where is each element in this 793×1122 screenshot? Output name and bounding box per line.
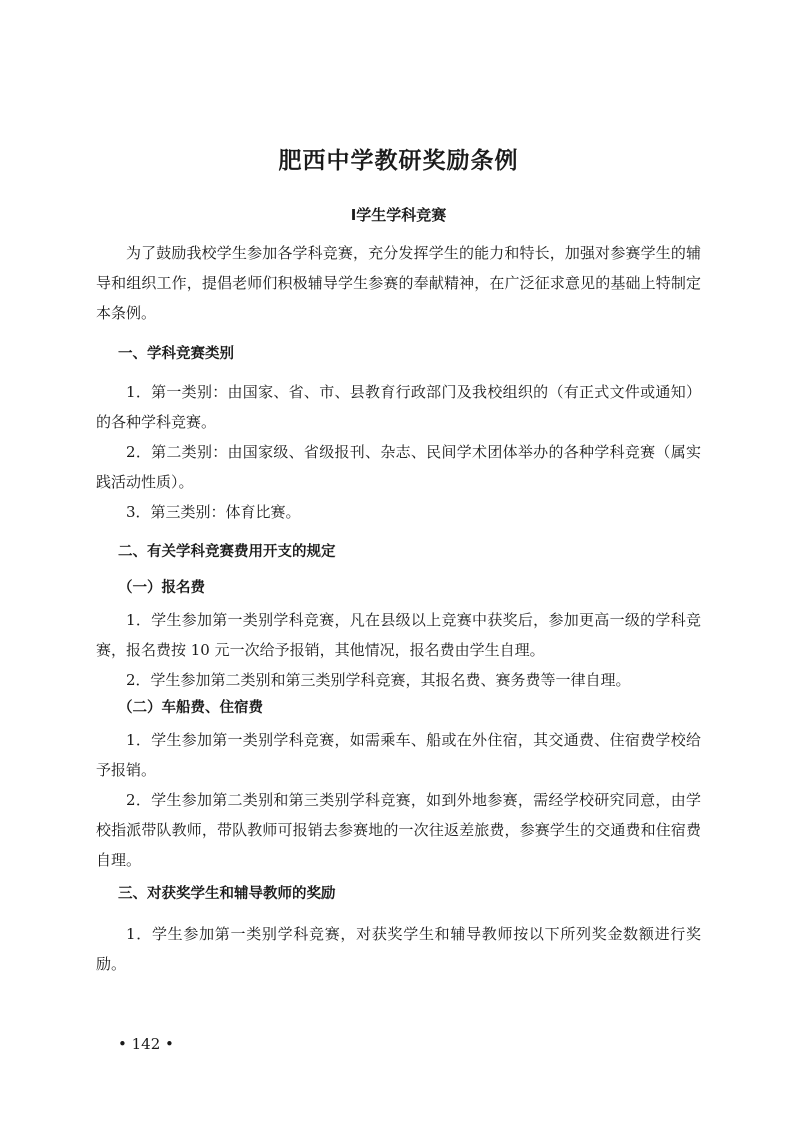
registration-fee-2-paragraph: 2．学生参加第二类别和第三类别学科竞赛，其报名费、赛务费等一律自理。 (126, 671, 631, 689)
heading-competition-categories: 一、学科竞赛类别 (118, 346, 234, 362)
heading-expense-rules: 二、有关学科竞赛费用开支的规定 (118, 544, 336, 560)
intro-paragraph: 为了鼓励我校学生参加各学科竞赛，充分发挥学生的能力和特长，加强对参赛学生的辅导和组织工作，提倡老师们积极辅导学生参赛的奉献精神，在广泛征求意见的基础上特制定本条例。 (96, 244, 701, 322)
travel-lodging-1-paragraph: 1．学生参加第一类别学科竞赛，如需乘车、船或在外住宿，其交通费、住宿费学校给予报销。 (96, 731, 701, 779)
reward-1-paragraph: 1．学生参加第一类别学科竞赛，对获奖学生和辅导教师按以下所列奖金数额进行奖励。 (96, 925, 701, 973)
section-title: Ⅰ学生学科竞赛 (350, 206, 447, 224)
page-number: • 142 • (118, 1035, 174, 1053)
document-title: 肥西中学教研奖励条例 (278, 148, 519, 174)
subheading-registration-fee: （一）报名费 (118, 580, 205, 596)
category-1-paragraph: 1．第一类别：由国家、省、市、县教育行政部门及我校组织的（有正式文件或通知）的各种学科竞赛。 (96, 383, 701, 431)
registration-fee-1-paragraph: 1．学生参加第一类别学科竞赛，凡在县级以上竞赛中获奖后，参加更高一级的学科竞赛，报名费按 10 元一次给予报销，其他情况，报名费由学生自理。 (96, 611, 701, 659)
heading-rewards: 三、对获奖学生和辅导教师的奖励 (118, 886, 336, 902)
category-3-paragraph: 3．第三类别：体育比赛。 (126, 503, 301, 521)
category-2-paragraph: 2．第二类别：由国家级、省级报刊、杂志、民间学术团体举办的各种学科竞赛（属实践活动性质）。 (96, 443, 701, 491)
travel-lodging-2-paragraph: 2．学生参加第二类别和第三类别学科竞赛，如到外地参赛，需经学校研究同意，由学校指派带队教师，带队教师可报销去参赛地的一次往返差旅费，参赛学生的交通费和住宿费自理。 (96, 791, 701, 869)
subheading-travel-lodging: （二）车船费、住宿费 (118, 700, 263, 716)
